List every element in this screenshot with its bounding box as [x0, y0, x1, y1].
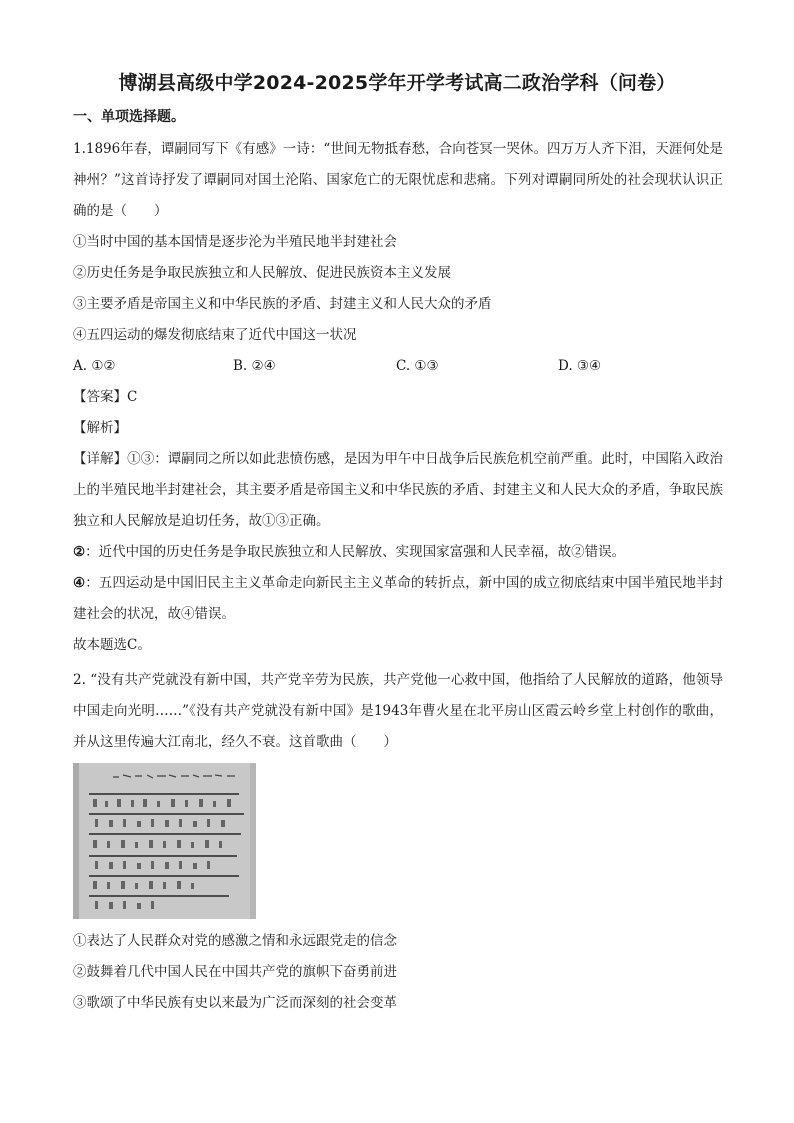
answer-label: 【答案】 — [73, 389, 127, 405]
q1-statement-1: ①当时中国的基本国情是逐步沦为半殖民地半封建社会 — [73, 234, 397, 250]
q1-detail-1 — [73, 444, 723, 537]
detail-label: 【详解】 — [73, 451, 128, 467]
section-heading: 一、单项选择题。 — [73, 109, 185, 125]
q1-detail-3 — [73, 568, 723, 630]
q1-statement-4: ④五四运动的爆发彻底结束了近代中国这一状况 — [73, 327, 357, 343]
q1-analysis-label: 【解析】 — [73, 420, 127, 436]
q2-statement-1: ①表达了人民群众对党的感激之情和永远跟党走的信念 — [73, 933, 397, 949]
q1-option-b[interactable]: B. ②④ — [233, 358, 276, 374]
q1-answer — [73, 382, 723, 413]
q1-option-a[interactable]: A. ①② — [73, 358, 116, 374]
q1-statement-2: ②历史任务是争取民族独立和人民解放、促进民族资本主义发展 — [73, 265, 451, 281]
detail-text-2: ：近代中国的历史任务是争取民族独立和人民解放、实现国家富强和人民幸福，故②错误。 — [85, 544, 626, 560]
detail-text-3: ：五四运动是中国旧民主主义革命走向新民主主义革命的转折点，新中国的成立彻底结束中国半殖民地半封建社会的状况，故④错误。 — [73, 575, 724, 622]
q1-option-c[interactable]: C. ①③ — [396, 358, 439, 374]
detail-2-mark: ② — [73, 544, 86, 560]
q2-statement-3: ③歌颂了中华民族有史以来最为广泛而深刻的社会变革 — [73, 995, 397, 1011]
page-title: 博湖县高级中学2024-2025学年开学考试高二政治学科（问卷） — [118, 72, 676, 94]
question-2 — [73, 665, 723, 758]
q1-option-d[interactable]: D. ③④ — [558, 358, 602, 374]
song-score-photo — [73, 763, 256, 919]
detail-text-1: ①③：谭嗣同之所以如此悲愤伤感，是因为甲午中日战争后民族危机空前严重。此时，中国陷入政治上的半殖民地半封建社会，其主要矛盾是帝国主义和中华民族的矛盾、封建主义和人民大众的矛盾，争取民族独立和人民解放是迫切任务，故①③正确。 — [73, 451, 724, 529]
answer-value: C — [127, 389, 138, 405]
question-2-stem: 2. “没有共产党就没有新中国，共产党辛劳为民族，共产党他一心救中国，他指给了人民解放的道路，他领导中国走向光明……”《没有共产党就没有新中国》是1943年曹火星在北平房山区霞云岭乡堂上村创作的歌曲，并从这里传遍大江南北，经久不衰。这首歌曲（ ） — [73, 672, 723, 750]
question-1 — [73, 134, 723, 661]
q1-detail-2 — [73, 537, 723, 568]
q2-statement-2: ②鼓舞着几代中国人民在中国共产党的旗帜下奋勇前进 — [73, 964, 397, 980]
q1-statement-3: ③主要矛盾是帝国主义和中华民族的矛盾、封建主义和人民大众的矛盾 — [73, 296, 492, 312]
song-score-image — [73, 763, 256, 919]
question-1-stem: 1.1896年春，谭嗣同写下《有感》一诗：“世间无物抵春愁，合向苍冥一哭休。四万万人齐下泪，天涯何处是神州？”这首诗抒发了谭嗣同对国土沦陷、国家危亡的无限忧虑和悲痛。下列对谭嗣同所处的社会现状认识正确的是（ ） — [73, 141, 723, 219]
q1-conclusion: 故本题选C。 — [73, 637, 151, 653]
detail-3-mark: ④ — [73, 575, 86, 591]
question-2-statements — [73, 926, 723, 1019]
q1-options — [73, 351, 723, 382]
